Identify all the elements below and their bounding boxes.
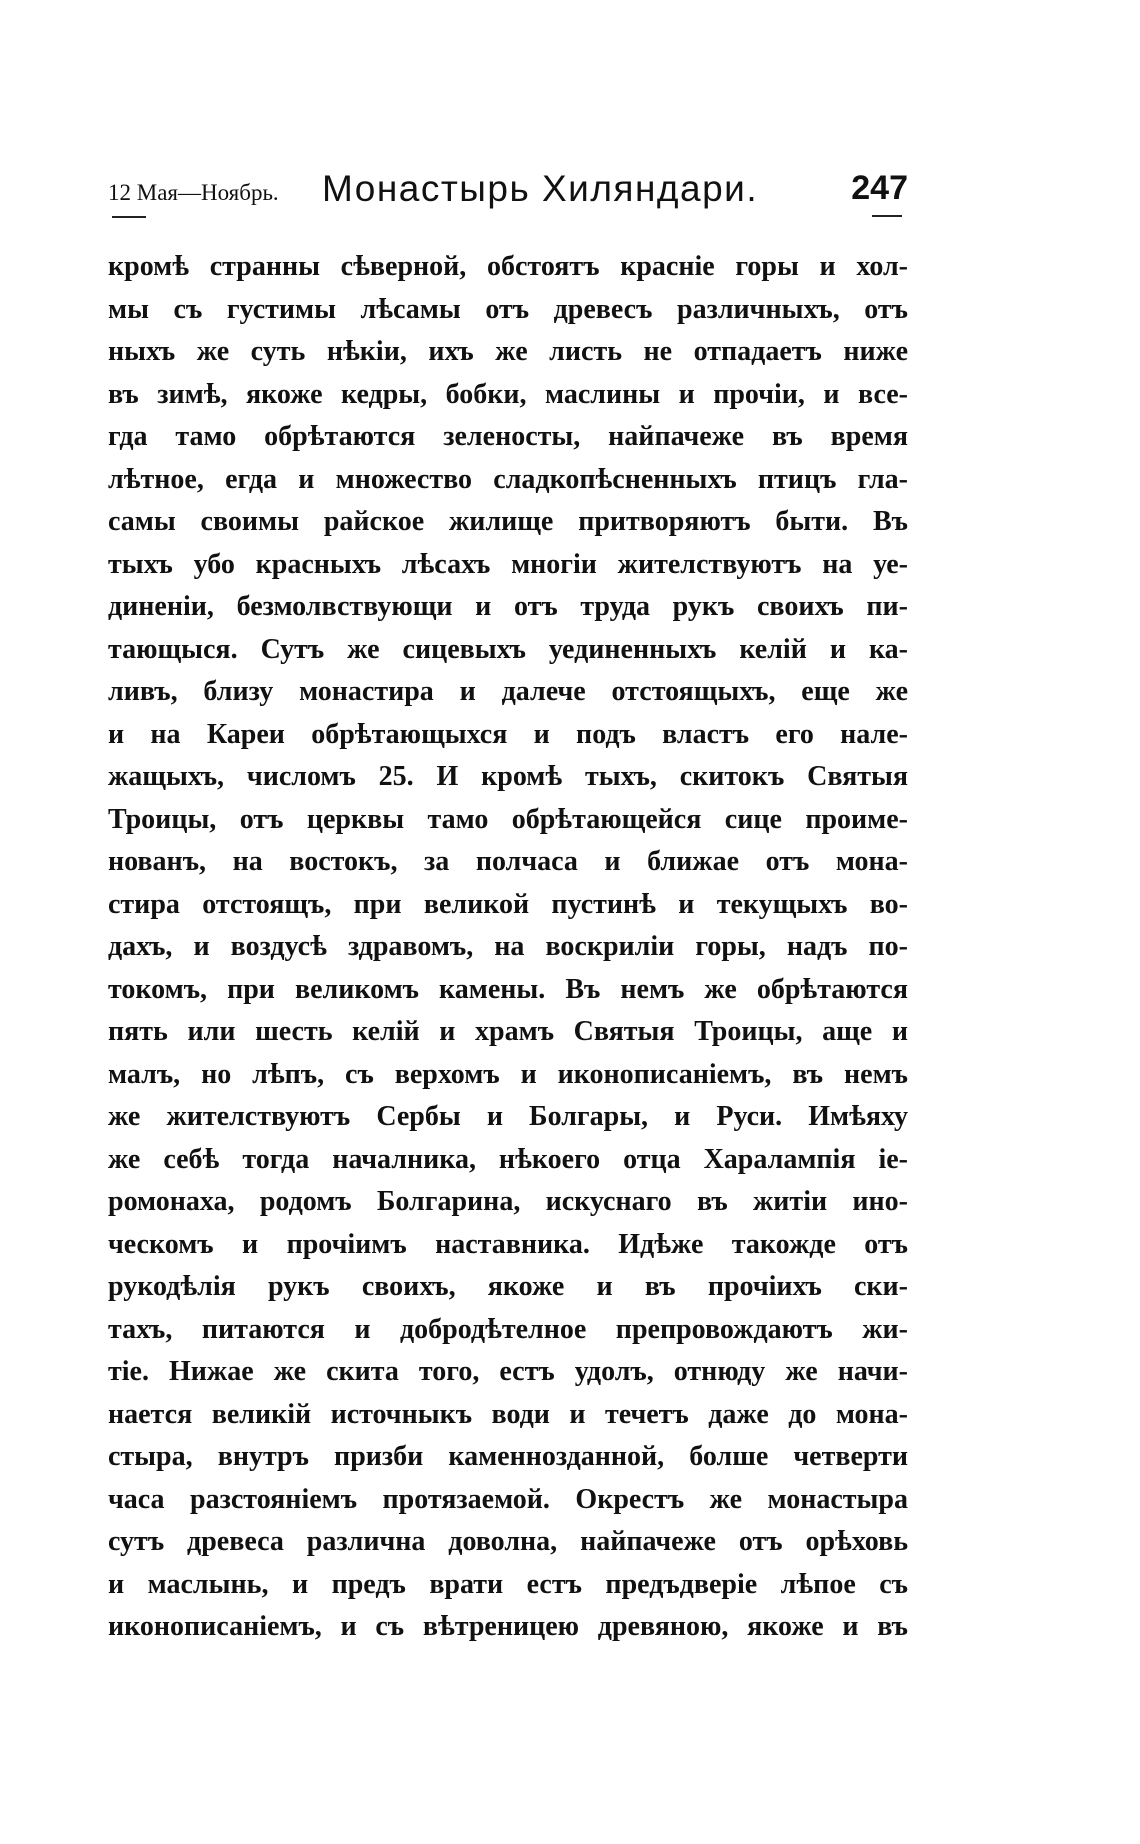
body-text bbox=[108, 246, 908, 1646]
header-rule-left bbox=[112, 216, 146, 218]
text-line: ныхъ же суть нѣкіи, ихъ же листь не отпадаетъ ниже bbox=[108, 336, 908, 367]
text-line: самы своимы райское жилище притворяютъ быти. Въ bbox=[108, 506, 908, 537]
text-line: кромѣ странны сѣверной, обстоятъ красніе горы и хол- bbox=[108, 251, 908, 282]
text-line: мы съ густимы лѣсамы отъ древесъ различныхъ, отъ bbox=[108, 293, 908, 325]
text-line: стыра, внутръ призби каменнозданной, болше четверти bbox=[108, 1441, 908, 1472]
page-title: Монастырь Хиляндари. bbox=[322, 168, 759, 209]
header-rule-right bbox=[872, 215, 902, 217]
text-line: диненіи, безмолвствующи и отъ труда рукъ своихъ пи- bbox=[108, 591, 908, 622]
text-line: тіе. Нижае же скита того, естъ удолъ, отнюду же начи- bbox=[108, 1356, 908, 1387]
text-line: часа разстояніемъ протязаемой. Окрестъ же монастыра bbox=[108, 1483, 908, 1515]
text-line: иконописаніемъ, и съ вѣтреницею древяною, якоже и въ bbox=[108, 1611, 908, 1642]
text-line: рукодѣлія рукъ своихъ, якоже и въ прочіихъ ски- bbox=[108, 1271, 908, 1302]
page-number: 247 bbox=[851, 169, 908, 207]
text-line: гда тамо обрѣтаются зеленосты, найпачеже въ время bbox=[108, 421, 908, 452]
text-line: ливъ, близу монастира и далече отстоящыхъ, еще же bbox=[108, 676, 908, 707]
text-line: малъ, но лѣпъ, съ верхомъ и иконописаніемъ, въ немъ bbox=[108, 1058, 908, 1090]
text-line: дахъ, и воздусѣ здравомъ, на воскриліи горы, надъ по- bbox=[108, 931, 908, 962]
text-line: нается великій источныкъ води и течетъ даже до мона- bbox=[108, 1398, 908, 1430]
text-line: Троицы, отъ церквы тамо обрѣтающейся сице проиме- bbox=[108, 803, 908, 835]
text-line: тающыся. Сутъ же сицевыхъ уединенныхъ келій и ка- bbox=[108, 633, 908, 665]
text-line: тыхъ убо красныхъ лѣсахъ многіи жителствуютъ на уе- bbox=[108, 548, 908, 580]
text-line: тахъ, питаются и добродѣтелное препровождаютъ жи- bbox=[108, 1313, 908, 1345]
text-line: стира отстоящъ, при великой пустинѣ и текущыхъ во- bbox=[108, 888, 908, 920]
text-line: пять или шесть келій и храмъ Святыя Троицы, аще и bbox=[108, 1016, 908, 1047]
text-line: жащыхъ, числомъ 25. И кромѣ тыхъ, скитокъ Святыя bbox=[108, 761, 908, 792]
text-line: и на Кареи обрѣтающыхся и подъ властъ его нале- bbox=[108, 718, 908, 750]
text-line: токомъ, при великомъ камены. Въ немъ же обрѣтаются bbox=[108, 973, 908, 1005]
text-line: въ зимѣ, якоже кедры, бобки, маслины и прочіи, и все- bbox=[108, 378, 908, 410]
text-line: же себѣ тогда началника, нѣкоего отца Харалампія іе- bbox=[108, 1143, 908, 1175]
text-line: лѣтное, егда и множество сладкопѣсненныхъ птицъ гла- bbox=[108, 463, 908, 495]
text-line: сутъ древеса различна доволна, найпачеже отъ орѣховь bbox=[108, 1526, 908, 1557]
text-line: и маслынь, и предъ врати естъ предъдверіе лѣпое съ bbox=[108, 1568, 908, 1600]
text-line: нованъ, на востокъ, за полчаса и ближае отъ мона- bbox=[108, 846, 908, 877]
date-range: 12 Мая—Ноябрь. bbox=[108, 180, 279, 205]
text-line: же жителствуютъ Сербы и Болгары, и Руси. Имѣяху bbox=[108, 1101, 908, 1132]
text-line: ческомъ и прочіимъ наставника. Идѣже такожде отъ bbox=[108, 1228, 908, 1260]
text-line: ромонаха, родомъ Болгарина, искуснаго въ житіи ино- bbox=[108, 1186, 908, 1217]
running-head bbox=[108, 164, 908, 216]
